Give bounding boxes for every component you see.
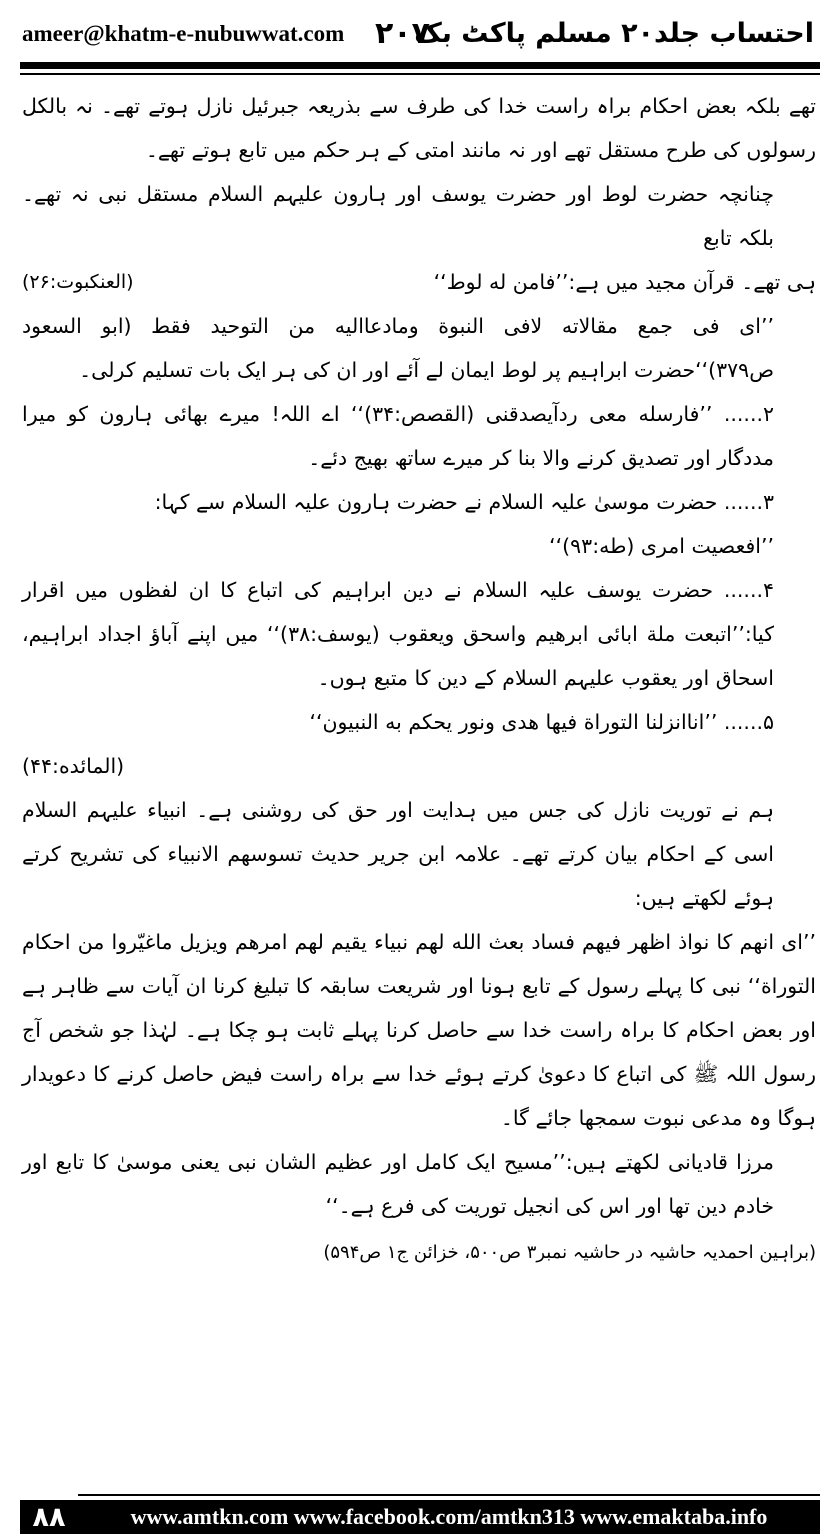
paragraph-6: ۳...... حضرت موسیٰ علیہ السلام نے حضرت ہارون علیہ السلام سے کہا: (154, 490, 774, 514)
footer-bar (20, 1500, 820, 1534)
paragraph-7: ’’افعصیت امری (طه:۹۳)‘‘ (549, 534, 774, 558)
paragraph-3 (22, 260, 816, 304)
footer-rule (78, 1494, 820, 1496)
paragraph-5: ۲...... ’’فارسله معی ردآیصدقنی (القصص:۳۴)‘‘ اے اللہ! میرے بھائی ہارون کو میرا مددگار اور تصدیق کرنے والا بنا کر میرے ساتھ بھیج دئے۔ (22, 402, 774, 470)
header-email: ameer@khatm-e-nubuwwat.com (22, 21, 345, 46)
header-rule-thin (20, 73, 820, 75)
footer-websites: www.amtkn.com www.facebook.com/amtkn313 www.emaktaba.info (130, 1504, 768, 1529)
paragraph-9: ۵...... ’’اناانزلنا التوراة فیها هدی ونور یحکم به النبیون‘‘ (309, 710, 774, 734)
paragraph-4: ’’ای فی جمع مقالاته لافی النبوة ومادعاالیه من التوحید فقط (ابو السعود ص۳۷۹)‘‘حضرت ابراہیم پر لوط ایمان لے آئے اور ان کی ہر ایک بات تسلیم کرلی۔ (22, 314, 774, 382)
paragraph-13: مرزا قادیانی لکھتے ہیں:’’مسیح ایک کامل اور عظیم الشان نبی یعنی موسیٰ کا تابع اور خادم دین تھا اور اس کی انجیل توریت کی فرع ہے۔‘‘ (22, 1150, 774, 1218)
quran-quote-line: ہی تھے۔ قرآن مجید میں ہے:’’فامن له لوط‘‘ (433, 270, 816, 294)
paragraph-12: ’’ای انهم کا نواذ اظهر فیهم فساد بعث الله لهم نبیاء یقیم لهم امرهم ویزیل ماغیّروا من احکام التوراة‘‘ نبی کا پہلے رسول کے تابع ہونا اور شریعت سابقہ کا تبلیغ کرنا ان آیات سے ظاہر ہے اور بعض احکام کا براہ راست خدا سے حاصل کرنا پہلے ثابت ہو چکا ہے۔ لہٰذا جو شخص آج رسول اللہ ﷺ کی اتباع کا دعویٰ کرتے ہوئے خدا سے براہ راست فیض حاصل کرنے کا دعویدار ہوگا وہ مدعی نبوت سمجھا جائے گا۔ (22, 930, 816, 1130)
paragraph-1: تھے بلکہ بعض احکام براہ راست خدا کی طرف سے بذریعہ جبرئیل نازل ہوتے تھے۔ نہ بالکل رسولوں کی طرح مستقل تھے اور نہ مانند امتی کے ہر حکم میں تابع ہوتے تھے۔ (22, 94, 816, 162)
citation: (براہین احمدیہ حاشیہ در حاشیہ نمبر۳ ص۵۰۰، خزائن ج۱ ص۵۹۴) (323, 1242, 816, 1263)
header-page-number: ۲۰۷ (375, 16, 430, 51)
quran-reference: (العنکبوت:۲۶) (22, 271, 134, 293)
paragraph-8: ۴...... حضرت یوسف علیہ السلام نے دین ابراہیم کی اتباع کا ان لفظوں میں اقرار کیا:’’اتبعت ملة ابائی ابرهیم واسحق ویعقوب (یوسف:۳۸)‘‘ میں اپنے آباؤ اجداد ابراہیم، اسحاق اور یعقوب علیہم السلام کے دین کا متبع ہوں۔ (22, 578, 774, 690)
paragraph-2: چنانچہ حضرت لوط اور حضرت یوسف اور ہارون علیہم السلام مستقل نبی نہ تھے۔ بلکہ تابع (22, 182, 774, 250)
header-rule-thick (20, 62, 820, 69)
paragraph-11: ہم نے توریت نازل کی جس میں ہدایت اور حق کی روشنی ہے۔ انبیاء علیہم السلام اسی کے احکام بیان کرتے تھے۔ علامہ ابن جریر حدیث تسوسهم الانبیاء کی تشریح کرتے ہوئے لکھتے ہیں: (22, 798, 774, 910)
page-body (22, 84, 816, 1278)
footer-page-number: ۸۸ (32, 1501, 66, 1533)
paragraph-10: (المائده:۴۴) (22, 754, 125, 778)
header-book-title: احتساب جلد۲۰ مسلم پاکٹ بک (414, 18, 814, 49)
